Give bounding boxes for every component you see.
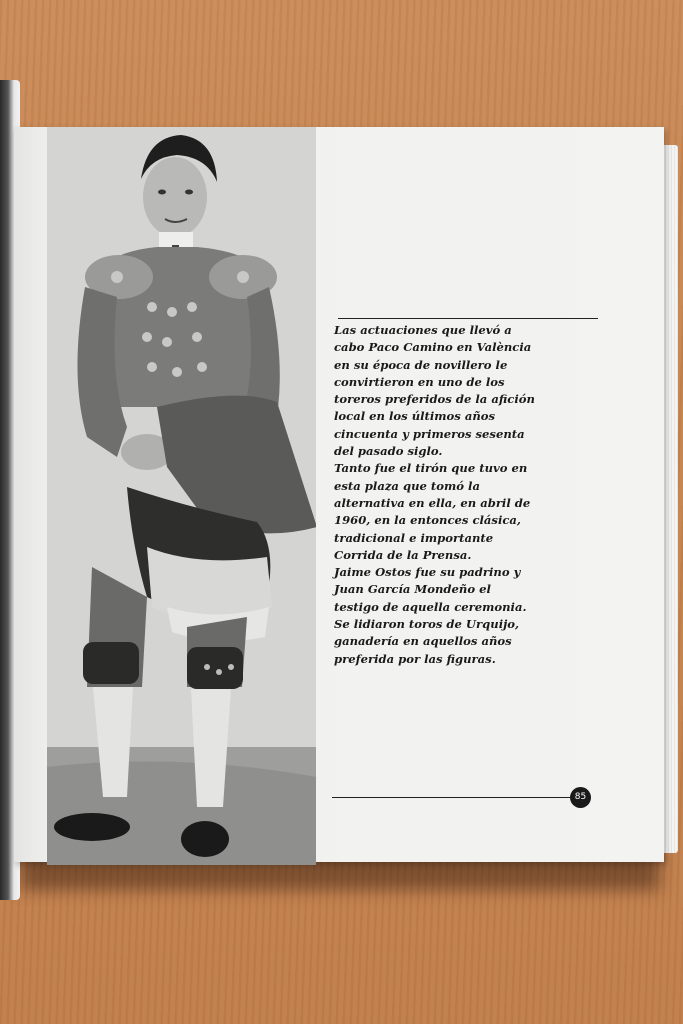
text-line: Corrida de la Prensa. xyxy=(334,547,472,562)
text-line: del pasado siglo. xyxy=(334,444,443,459)
text-line: ganadería en aquellos años xyxy=(334,634,512,649)
text-line: esta plaza que tomó la xyxy=(334,478,480,493)
text-line: local en los últimos años xyxy=(334,409,496,424)
text-line: Se lidiaron toros de Urquijo, xyxy=(334,617,520,632)
text-line: cabo Paco Camino en València xyxy=(334,340,532,355)
text-line: alternativa en ella, en abril de xyxy=(334,495,531,510)
text-line: cincuenta y primeros sesenta xyxy=(334,426,525,441)
text-line: testigo de aquella ceremonia. xyxy=(334,599,527,614)
page-number-badge: 85 xyxy=(570,787,591,808)
top-divider-rule xyxy=(338,318,598,319)
text-line: Tanto fue el tirón que tuvo en xyxy=(334,461,528,476)
text-line: Las actuaciones que llevó a xyxy=(334,323,512,337)
text-line: toreros preferidos de la afición xyxy=(334,392,535,407)
text-line: convirtieron en uno de los xyxy=(334,374,505,389)
bottom-divider-rule xyxy=(332,797,570,798)
bullfighter-photograph xyxy=(47,127,316,865)
body-text xyxy=(334,322,596,668)
text-line: preferida por las figuras. xyxy=(334,651,496,666)
text-line: tradicional e importante xyxy=(334,530,494,545)
text-line: Juan García Mondeño el xyxy=(334,582,491,597)
text-line: en su época de novillero le xyxy=(334,357,508,372)
text-line: 1960, en la entonces clásica, xyxy=(334,513,521,528)
text-line: Jaime Ostos fue su padrino y xyxy=(334,565,521,580)
bullfighter-figure-illustration xyxy=(47,127,316,865)
